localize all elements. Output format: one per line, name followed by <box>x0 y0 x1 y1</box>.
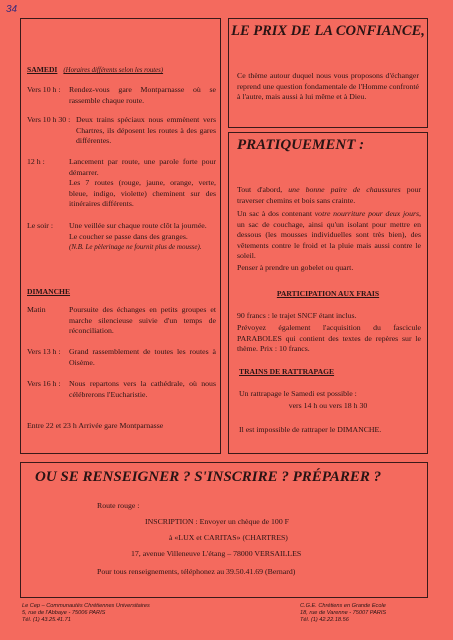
prix-title: LE PRIX DE LA CONFIANCE, <box>231 23 425 39</box>
inscription-line: INSCRIPTION : Envoyer un chèque de 100 F <box>145 517 290 526</box>
schedule-row: Vers 10 h 30 : Deux trains spéciaux nous emmènent vers Chartres, ils déposent les routes à des gares différentes. <box>27 115 216 146</box>
frais-fascicule: Prévoyez également l'acquisition du fascicule PARABOLES qui contient des textes de repères sur le thème. Prix : 10 francs. <box>237 323 421 354</box>
frais-heading: PARTICIPATION AUX FRAIS <box>276 289 380 298</box>
page-number-mark: 34 <box>6 4 18 15</box>
footer-right: C.G.E. Chrétiens en Grande Ecole 18, rue de Varenne - 75007 PARIS Tél. (1) 42.22.18.56 <box>300 603 387 623</box>
inscription-title: OU SE RENSEIGNER ? S'INSCRIRE ? PRÉPARER ? <box>35 469 382 485</box>
cup-paragraph: Penser à prendre un gobelet ou quart. <box>237 263 354 272</box>
frais-price: 90 francs : le trajet SNCF étant inclus. <box>237 311 357 320</box>
prix-confiance-box <box>228 18 428 128</box>
schedule-row: 12 h : Lancement par route, une parole forte pour démarrer. Les 7 routes (rouge, jaune, orange, verte, bleue, indigo, violette) cheminent sur des itinéraires différents. <box>27 157 216 209</box>
bag-paragraph: Un sac à dos contenant votre nourriture pour deux jours, un sac de couchage, ainsi qu'un isolant pour mettre en dessous (les mousses individuelles sont très bien), des vêtements contre le froid et la pluie mais aussi contre le soleil. <box>237 209 421 261</box>
schedule-row: Vers 10 h : Rendez-vous gare Montparnasse où se rassemble chaque route. <box>27 85 216 105</box>
route-label: Route rouge : <box>97 501 140 510</box>
adresse-line: 17, avenue Villeneuve L'étang – 78000 VERSAILLES <box>131 549 302 558</box>
inscription-box <box>20 462 428 598</box>
schedule-box <box>20 18 221 454</box>
rattrapage-text: Un rattrapage le Samedi est possible : <box>239 389 357 398</box>
renseignements-line: Pour tous renseignements, téléphonez au 39.50.41.69 (Bernard) <box>97 567 296 576</box>
rattrapage-times: vers 14 h ou vers 18 h 30 <box>288 401 368 410</box>
prix-text: Ce thème autour duquel nous vous proposons d'échanger reprend une question fondamentale de l'Homme confronté à l'autre, mais aussi à lui même et à Dieu. <box>237 71 419 102</box>
footer-left: Le Cep – Communautés Chrétiennes Universitaires 5, rue de l'Abbaye - 75006 PARIS Tél. (1) 43.25.41.71 <box>22 603 150 623</box>
rattrapage-heading: TRAINS DE RATTRAPAGE <box>239 367 335 376</box>
arrival-line: Entre 22 et 23 h Arrivée gare Montparnasse <box>27 421 164 430</box>
schedule-row: Vers 13 h : Grand rassemblement de toutes les routes à Oisème. <box>27 347 216 367</box>
shoes-paragraph: Tout d'abord, une bonne paire de chaussures pour traverser chemins et bois sans crainte. <box>237 185 421 205</box>
schedule-row: Matin Poursuite des échanges en petits groupes et marche silencieuse suivie d'un temps de réconciliation. <box>27 305 216 336</box>
pratiquement-box <box>228 132 428 454</box>
ordre-line: à «LUX et CARITAS» (CHARTRES) <box>169 533 288 542</box>
pratiquement-title: PRATIQUEMENT : <box>237 137 365 153</box>
schedule-row: Vers 16 h : Nous repartons vers la cathédrale, où nous célébrerons l'Eucharistie. <box>27 379 216 399</box>
schedule-row: Le soir : Une veillée sur chaque route clôt la journée. Le coucher se passe dans des granges. (N.B. Le pèlerinage ne fournit plus de mousse). <box>27 221 207 252</box>
rattrapage-dimanche: Il est impossible de rattraper le DIMANCHE. <box>239 425 382 434</box>
dimanche-heading: DIMANCHE <box>27 287 71 296</box>
samedi-heading: SAMEDI (Horaires différents selon les routes) <box>27 65 164 74</box>
